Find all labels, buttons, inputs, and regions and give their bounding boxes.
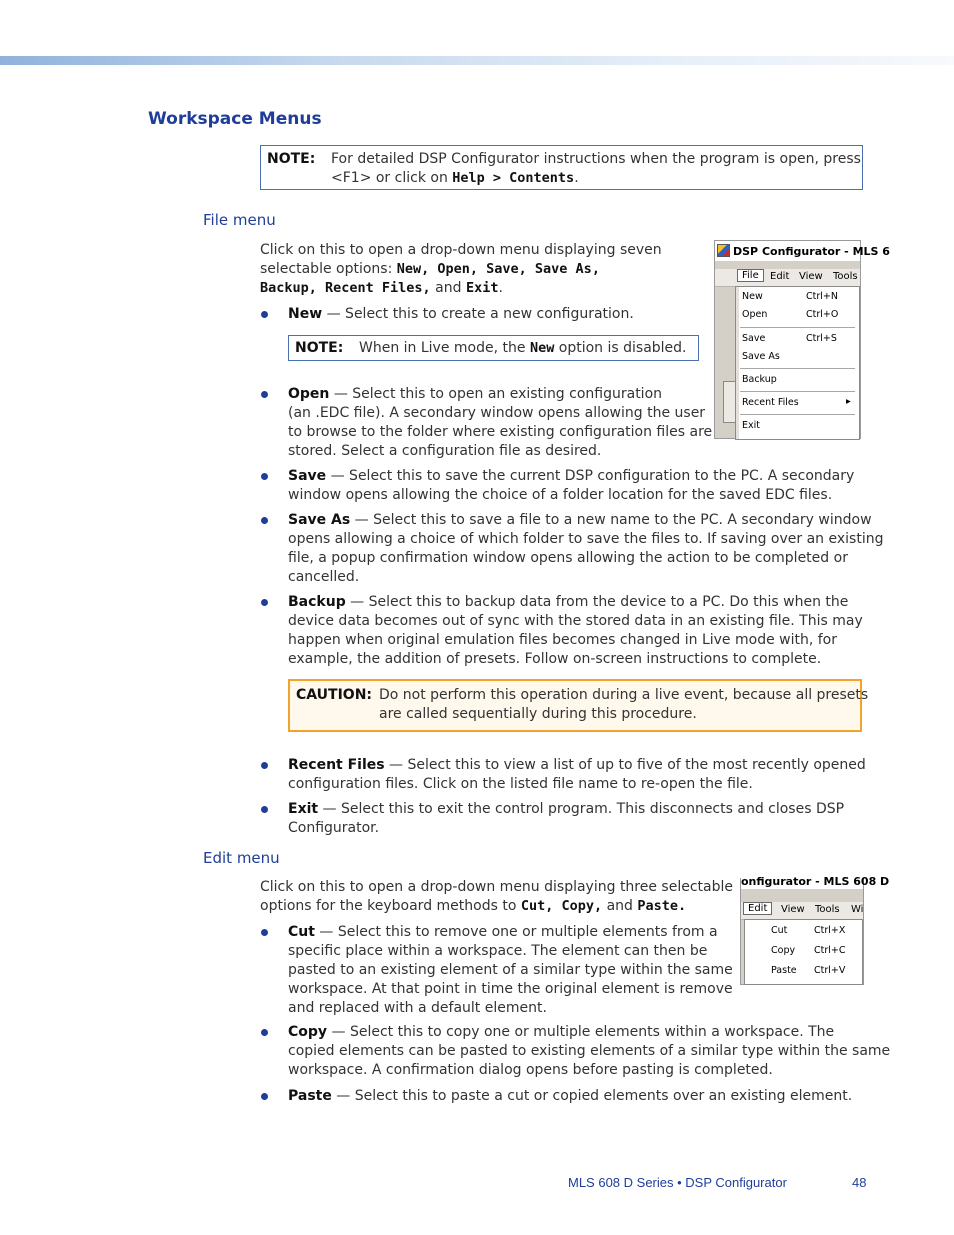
dropdown-separator <box>740 368 855 369</box>
screenshot-menubar <box>741 902 863 920</box>
file-intro-and: and <box>430 280 466 296</box>
item-cut-line-1: — Select this to remove one or multiple elements from a <box>314 924 718 940</box>
menubar-view: View <box>799 271 823 282</box>
menubar-file: File <box>737 269 764 282</box>
caution-box <box>288 679 869 732</box>
bullet-exit <box>261 806 268 813</box>
screenshot-titlebar <box>715 241 890 261</box>
item-recent-files <box>288 756 866 794</box>
screenshot-title: onfigurator - MLS 608 D <box>741 875 890 888</box>
file-intro-code-3: Exit <box>465 280 499 296</box>
item-copy-label: Copy <box>288 1024 328 1040</box>
caution-text <box>379 686 868 724</box>
edit-intro-line-2: options for the keyboard methods to <box>260 898 521 914</box>
item-save-as <box>288 511 883 587</box>
item-open-line-1: — Select this to open an existing configuration <box>329 386 663 402</box>
bullet-new <box>261 311 268 318</box>
submenu-arrow-icon: ▸ <box>846 396 851 407</box>
item-new-text: — Select this to create a new configuration. <box>322 306 634 322</box>
bullet-backup <box>261 599 268 606</box>
file-menu-screenshot <box>714 240 890 439</box>
item-save-as-line-2: opens allowing a choice of which folder to save the files to. If saving over an existing <box>288 531 884 547</box>
bullet-paste <box>261 1093 268 1100</box>
dropdown-item-open: Open <box>742 309 768 320</box>
dropdown-item-save-as: Save As <box>742 351 780 362</box>
edit-menu-heading: Edit menu <box>203 849 280 867</box>
item-save <box>288 467 854 505</box>
dropdown-shortcut-save: Ctrl+S <box>806 333 837 344</box>
file-intro-line-1: Click on this to open a drop-down menu displaying seven <box>260 242 662 258</box>
menubar-tools: Tools <box>833 271 858 282</box>
bullet-cut <box>261 929 268 936</box>
item-copy-line-3: workspace. A confirmation dialog opens before pasting is completed. <box>288 1062 773 1078</box>
file-dropdown <box>735 286 860 440</box>
screenshot-menubar <box>715 269 860 287</box>
edit-intro-code-1: Cut, Copy, <box>520 898 603 914</box>
item-save-label: Save <box>288 468 327 484</box>
item-exit-line-1: — Select this to exit the control program. This disconnects and closes DSP <box>318 801 845 817</box>
item-exit-line-2: Configurator. <box>288 820 380 836</box>
item-backup <box>288 593 863 669</box>
section-heading: Workspace Menus <box>148 109 322 129</box>
item-backup-line-2: device data becomes out of sync with the stored data in an existing file. This may <box>288 613 863 629</box>
dropdown-item-save: Save <box>742 333 766 344</box>
item-backup-line-1: — Select this to backup data from the device to a PC. Do this when the <box>345 594 849 610</box>
note-new-pre: When in Live mode, the <box>359 340 530 356</box>
dropdown-item-recent-files: Recent Files <box>742 397 799 408</box>
item-paste-label: Paste <box>288 1088 332 1104</box>
item-save-as-line-4: cancelled. <box>288 569 360 585</box>
item-cut-line-2: specific place within a workspace. The element can then be <box>288 943 708 959</box>
app-icon <box>717 244 730 257</box>
dropdown-item-backup: Backup <box>742 374 777 385</box>
item-new <box>288 305 634 324</box>
screenshot-titlebar <box>741 875 890 889</box>
note-new-post: option is disabled. <box>554 340 687 356</box>
bullet-save-as <box>261 517 268 524</box>
menubar-window: Wi <box>851 904 864 915</box>
item-recent-line-2: configuration files. Click on the listed file name to re-open the file. <box>288 776 753 792</box>
menubar-tools: Tools <box>815 904 840 915</box>
caution-label: CAUTION: <box>296 687 373 703</box>
item-backup-label: Backup <box>288 594 346 610</box>
bullet-copy <box>261 1029 268 1036</box>
item-save-line-1: — Select this to save the current DSP configuration to the PC. A secondary <box>326 468 855 484</box>
item-cut <box>288 923 733 1018</box>
note-period: . <box>574 170 579 186</box>
item-recent-label: Recent Files <box>288 757 385 773</box>
note-line-1: For detailed DSP Configurator instructions when the program is open, press <box>331 151 861 167</box>
edit-intro-and: and <box>602 898 638 914</box>
dropdown-shortcut-copy: Ctrl+C <box>814 945 846 956</box>
file-intro-code-1: New, Open, Save, Save As, <box>396 261 600 277</box>
footer-page-number: 48 <box>852 1175 867 1190</box>
item-backup-line-3: happen when original emulation files becomes changed in Live mode with, for <box>288 632 838 648</box>
item-open <box>288 385 712 461</box>
menubar-edit: Edit <box>770 271 790 282</box>
footer-doc-title: MLS 608 D Series • DSP Configurator <box>568 1175 787 1190</box>
bullet-save <box>261 473 268 480</box>
item-open-label: Open <box>288 386 330 402</box>
dropdown-shortcut-paste: Ctrl+V <box>814 965 846 976</box>
bullet-open <box>261 391 268 398</box>
file-intro-line-2: selectable options: <box>260 261 397 277</box>
header-gradient-bar <box>0 56 954 65</box>
file-menu-intro <box>260 241 662 298</box>
note-line-2: <F1> or click on <box>331 170 453 186</box>
dropdown-shortcut-open: Ctrl+O <box>806 309 839 320</box>
note-text <box>331 150 861 188</box>
item-cut-line-3: pasted to an existing element of a similar type within the same <box>288 962 733 978</box>
note-code: Help > Contents <box>452 170 575 186</box>
dropdown-shortcut-cut: Ctrl+X <box>814 925 846 936</box>
note-box-new <box>288 335 699 361</box>
item-save-as-line-3: file, a popup confirmation window opens allowing the action to be completed or <box>288 550 848 566</box>
screenshot-title: DSP Configurator - MLS 6 <box>733 245 890 258</box>
dropdown-shortcut-new: Ctrl+N <box>806 291 838 302</box>
dropdown-icon-gutter <box>736 287 739 439</box>
caution-line-2: are called sequentially during this procedure. <box>379 706 697 722</box>
note-new-text <box>359 339 687 358</box>
item-new-label: New <box>288 306 323 322</box>
dropdown-separator <box>740 414 855 415</box>
caution-line-1: Do not perform this operation during a live event, because all presets <box>379 687 869 703</box>
item-save-line-2: window opens allowing the choice of a folder location for the saved EDC files. <box>288 487 833 503</box>
item-open-line-2: (an .EDC file). A secondary window opens allowing the user <box>288 405 706 421</box>
file-menu-heading: File menu <box>203 211 276 229</box>
bullet-recent-files <box>261 762 268 769</box>
item-open-line-3: to browse to the folder where existing configuration files are <box>288 424 713 440</box>
dropdown-item-new: New <box>742 291 763 302</box>
item-open-line-4: stored. Select a configuration file as desired. <box>288 443 602 459</box>
item-recent-line-1: — Select this to view a list of up to five of the most recently opened <box>384 757 866 773</box>
edit-dropdown <box>744 919 863 985</box>
item-paste-line-1: — Select this to paste a cut or copied elements over an existing element. <box>331 1088 853 1104</box>
item-cut-label: Cut <box>288 924 315 940</box>
item-cut-line-5: and replaced with a default element. <box>288 1000 547 1016</box>
menubar-edit: Edit <box>743 902 772 915</box>
file-intro-code-2: Backup, Recent Files, <box>260 280 431 296</box>
edit-menu-intro <box>260 878 733 916</box>
item-copy-line-2: copied elements can be pasted to existing elements of a similar type within the same <box>288 1043 891 1059</box>
edit-intro-code-2: Paste. <box>637 898 687 914</box>
dropdown-separator <box>740 327 855 328</box>
edit-menu-screenshot <box>740 875 890 985</box>
item-exit <box>288 800 844 838</box>
item-save-as-line-1: — Select this to save a file to a new name to the PC. A secondary window <box>350 512 872 528</box>
edit-intro-line-1: Click on this to open a drop-down menu displaying three selectable <box>260 879 733 895</box>
note-label: NOTE: <box>267 151 316 167</box>
dropdown-separator <box>740 391 855 392</box>
file-intro-end: . <box>498 280 503 296</box>
note-box-top <box>260 145 863 190</box>
item-copy <box>288 1023 890 1080</box>
item-exit-label: Exit <box>288 801 319 817</box>
dropdown-item-paste: Paste <box>771 965 797 976</box>
item-copy-line-1: — Select this to copy one or multiple elements within a workspace. The <box>327 1024 835 1040</box>
note-new-code: New <box>529 340 555 356</box>
note-new-label: NOTE: <box>295 340 344 356</box>
item-save-as-label: Save As <box>288 512 351 528</box>
item-cut-line-4: workspace. At that point in time the original element is remove <box>288 981 733 997</box>
item-paste <box>288 1087 852 1106</box>
dropdown-item-exit: Exit <box>742 420 760 431</box>
dropdown-item-copy: Copy <box>771 945 796 956</box>
item-backup-line-4: example, the addition of presets. Follow on-screen instructions to complete. <box>288 651 822 667</box>
menubar-view: View <box>781 904 805 915</box>
dropdown-item-cut: Cut <box>771 925 788 936</box>
